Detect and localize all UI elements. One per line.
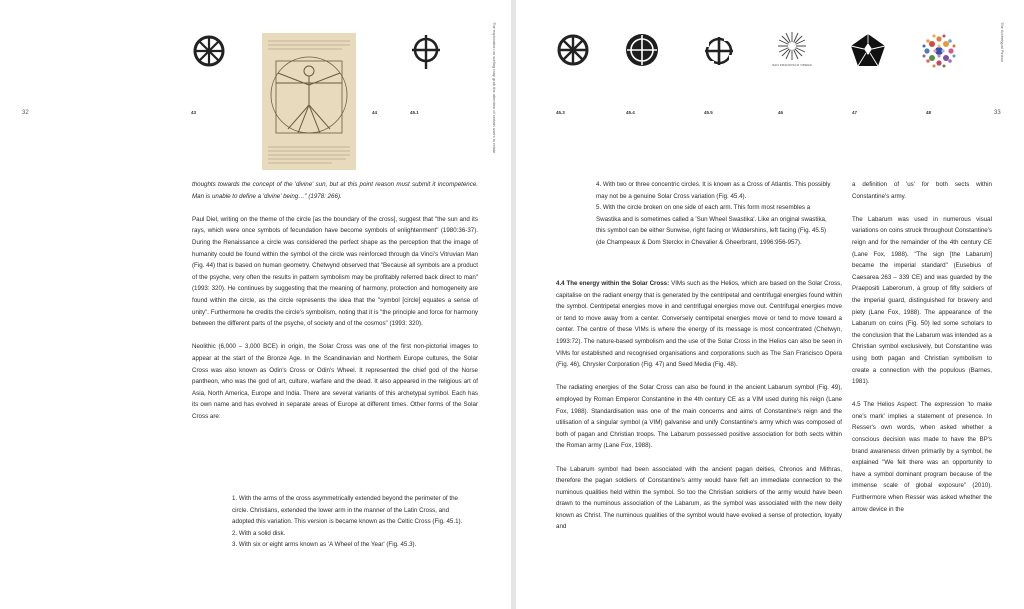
figure-label: 44 <box>372 110 378 115</box>
paragraph: Neolithic (6,000 – 3,000 BCE) in origin, the Solar Cross was one of the first non-pictorial images to appear at the start of the Bronze Age. In the Scandinavian and Northern Europe cultures, the Solar Cross was also known as Odin's Cross or Odin's Wheel. It represented the chief god of the Norse pantheon, who was the god of art, culture, warfare and the dead. It also appeared in the religious art of Asia, North America, Europe and India. There are several variants of this archetypal symbol. Each has its own name and has evolved in separate areas of Europe at different times. Other forms of the Solar Cross are: <box>192 343 478 420</box>
paragraph-text: VIMs such as the Helios, which are based on the Solar Cross, capitalise on the radiant energy that is generated by the centripetal and centrifugal energies found within the symbol. Centripetal energies move in and centrifugal energies move out. Centrifugal energies move or tend to move away from a center. Conversely centripetal energies move or tend to move toward a center. The centre of these VIMs is where the energy of its message is most concentrated (Chetwyn, 1993:72). The nature-based symbolism and the use of the Solar Cross in the Helios can also be seen in VIMs for established and recognised organisations and corporations such as The San Francisco Opera (Fig. 46), Chrysler Corporation (Fig. 47) and Seed Media (Fig. 48). <box>556 280 842 369</box>
figure-label: 45.3 <box>556 110 565 115</box>
sun-wheel-swastika-icon <box>704 36 734 66</box>
solar-cross-variants-list-continued <box>596 179 836 249</box>
paragraph: The Labarum symbol had been associated with the ancient pagan deities, Chronos and Mithras, therefore the pagan soldiers of Constantine's army would have felt an immediate connection to the numinous qualities held within the symbol. So too the Christian soldiers of the army would have been drawn to the numinous association of the Labarum, as the symbol was associated with the new deity known as Christ. The numinous qualities of the symbol would have evoked a sense of protection, loyalty and <box>556 465 842 531</box>
list-item: 3. With six or eight arms known as 'A Wheel of the Year' (Fig. 45.3). <box>232 541 417 549</box>
figure-label: 43 <box>191 110 197 115</box>
paragraph <box>556 278 842 371</box>
vitruvian-man-image <box>262 33 356 170</box>
side-column-text <box>852 179 992 527</box>
solid-disk-cross-icon <box>624 32 660 68</box>
running-head-right: The Archetypal Pinbox <box>1000 22 1005 63</box>
figure-label: 48 <box>926 110 932 115</box>
celtic-cross-icon <box>410 34 442 70</box>
right-body-text <box>556 278 842 545</box>
solar-cross-variants-list <box>232 493 472 551</box>
page-number-left: 32 <box>22 110 29 116</box>
san-francisco-opera-logo <box>772 30 812 67</box>
paragraph: thoughts towards the concept of the 'divine' sun, but at this point reason must submit it incompetence. Man is unable to define a 'divine' being…" (1978: 266). <box>192 181 478 200</box>
list-item: 1. With the arms of the cross asymmetrically extended beyond the perimeter of the circle. Christians, extended the lower arm in the manner of the Latin Cross, and adopted this variation. This version is became known as the Celtic Cross (Fig. 45.1). <box>232 495 463 526</box>
list-item: (de Champeaux & Dom Sterckx in Chevalier & Gheerbrant, 1996:956-957). <box>596 238 802 246</box>
eight-spoke-wheel-icon <box>192 34 226 68</box>
wheel-of-the-year-icon <box>556 33 590 67</box>
right-page <box>516 0 1024 609</box>
paragraph: a definition of 'us' for both sects within Constantine's army. <box>852 181 992 200</box>
paragraph: The Labarum was used in numerous visual variations on coins struck throughout Constantine's reign and for the remainder of the 4th century CE (Lane Fox, 1988). "The sign [the Labarum] became the imperial standard" (Eusebius of Caesarea 263 – 339 CE) and was guarded by the Praepositi Laberorum, a group of fifty soldiers of the imperial guard, distinguished for bravery and piety (Lane Fox, 1988). The appearance of the Labarum on coins (Fig. 50) led some scholars to the conclusion that the Labarum was intended as a Christian symbol exclusively, but Constantine was using both pagan and Christian symbolism to create a connection with the populous (Barnes, 1981). <box>852 215 992 386</box>
figure-label: 47 <box>852 110 858 115</box>
figure-label: 45.4 <box>626 110 635 115</box>
left-body-text <box>192 179 478 434</box>
sf-opera-wordmark: SAN FRANCISCO OPERA <box>772 63 812 67</box>
figure-label: 46 <box>778 110 784 115</box>
page-number-right: 33 <box>994 110 1001 116</box>
running-head-left: The exploration on surfing may grab the attention of certain users to relate <box>492 22 497 154</box>
figure-label: 45.1 <box>410 110 419 115</box>
section-heading: 4.4 The energy within the Solar Cross: <box>556 280 670 287</box>
list-item: 4. With two or three concentric circles. It is known as a Cross of Atlantis. This possibly may not be a genuine Solar Cross variation (Fig. 45.4). <box>596 181 831 200</box>
list-item: 5. With the circle broken on one side of each arm. This form most resembles a Swastika and is sometimes called a 'Sun Wheel Swastika'. Like an original swastika, this symbol can be either Sunwise, right facing or Widdershins, left facing (Fig. 45.5) <box>596 204 827 235</box>
chrysler-pentastar-icon <box>850 33 886 67</box>
seed-media-logo-icon <box>920 32 958 70</box>
list-item: 2. With a solid disk. <box>232 529 286 537</box>
figure-label: 45.5 <box>704 110 713 115</box>
paragraph: Paul Diel, writing on the theme of the circle [as the boundary of the cross], suggest that "the sun and its rays, which were once symbols of fecundation have become symbols of enlightenment" (1980:36-37). During the Renaissance a circle was considered the perfect shape as the perception that the image of humanity could be found within the symbol of the circle was reinforced through da Vinci's Vitruvian Man (Fig. 44) that is based on human geometry. Chetwynd observed that "Because all symbols are a product of the psyche, very often the results in pattern symbolism may be profitably referred back direct to man" (1993: 320). He continues by suggesting that the meaning of harmony, protection and homogeneity are found within the circle, as the circle represents the idea that the "symbol [circle] equates a sense of unity". Furthermore he credits the circle's symbolism, noting that it is "the principle and force for harmony between the different parts of the psyche, of society and of the cosmos" (1993: 320). <box>192 215 478 328</box>
left-page <box>0 0 511 609</box>
paragraph: The radiating energies of the Solar Cross can also be found in the ancient Labarum symbol (Fig. 49), employed by Roman Emperor Constantine in the 4th century CE as a VIM used during his reign (Lane Fox, 1988). Standardisation was one of the main concerns and aims of Constantine's reign and the utilisation of a singular symbol (a VIM) galvanise and unify Constantine's army which was composed of both of pagan and Christian troops. The Labarum possessed positive association for both sects within the Roman army (Lane Fox, 1988). <box>556 384 842 450</box>
paragraph: 4.5 The Helios Aspect: The expression 'to make one's mark' implies a statement of presence. In Resser's own words, when asked whether a conscious decision was made to have the BP's brand awareness driven primarily by a symbol, he explained "We felt there was an opportunity to have a symbol dominant program because of the immense scale of global exposure" (2010). Furthermore when Resser was asked whether the arrow device in the <box>852 401 992 513</box>
